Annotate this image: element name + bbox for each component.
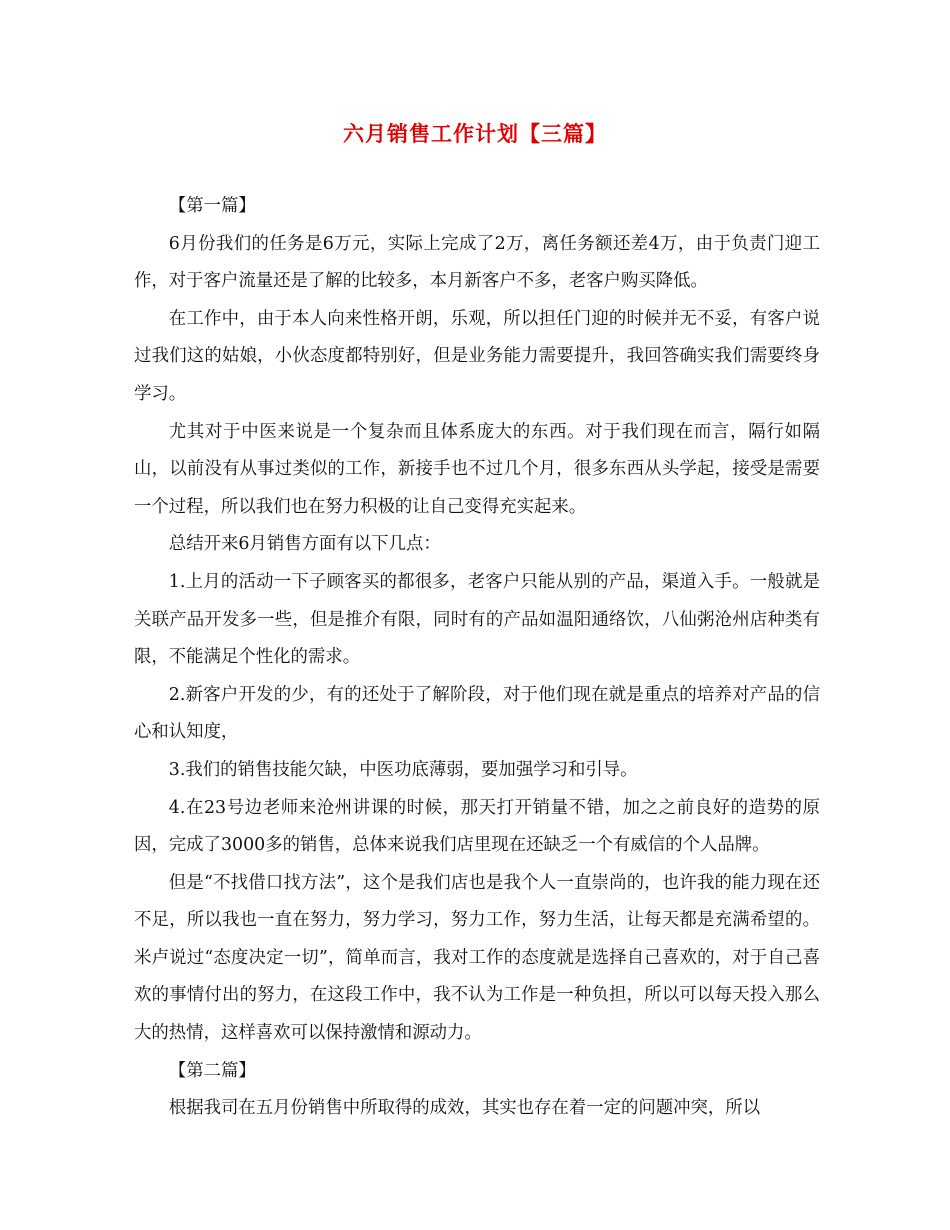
paragraph-point-1: 1.上月的活动一下子顾客买的都很多，老客户只能从别的产品，渠道入手。一般就是关联产品开发多一些，但是推介有限，同时有的产品如温阳通络饮，八仙粥沧州店种类有限，不能满足个性化的需求。 (134, 571, 820, 668)
paragraph-point-4: 4.在23号边老师来沧州讲课的时候，那天打开销量不错，加之之前良好的造势的原因，完成了3000多的销售，总体来说我们店里现在还缺乏一个有威信的个人品牌。 (134, 797, 820, 856)
section-heading-second: 【第二篇】 (168, 1060, 256, 1081)
document-body (134, 188, 820, 1128)
paragraph-point-2: 2.新客户开发的少，有的还处于了解阶段，对于他们现在就是重点的培养对产品的信心和认知度， (134, 684, 820, 743)
document-title: 六月销售工作计划【三篇】 (343, 121, 607, 146)
section-heading-first: 【第一篇】 (168, 196, 256, 216)
paragraph-summary-intro: 总结开来6月销售方面有以下几点： (168, 534, 441, 555)
paragraph-attitude: 但是“不找借口找方法”，这个是我们店也是我个人一直崇尚的，也许我的能力现在还不足，所以我也一直在努力，努力学习，努力工作，努力生活，让每天都是充满希望的。米卢说过“态度决定一切”，简单而言，我对工作的态度就是选择自己喜欢的，对于自己喜欢的事情付出的努力，在这段工作中，我不认为工作是一种负担，所以可以每天投入那么大的热情，这样喜欢可以保持激情和源动力。 (134, 872, 820, 1044)
paragraph-personality: 在工作中，由于本人向来性格开朗，乐观，所以担任门迎的时候并无不妥，有客户说过我们这的姑娘，小伙态度都特别好，但是业务能力需要提升，我回答确实我们需要终身学习。 (134, 308, 820, 404)
paragraph-task-summary: 6月份我们的任务是6万元，实际上完成了2万，离任务额还差4万，由于负责门迎工作，对于客户流量还是了解的比较多，本月新客户不多，老客户购买降低。 (134, 233, 820, 292)
paragraph-second-intro: 根据我司在五月份销售中所取得的成效，其实也存在着一定的问题冲突，所以 (168, 1098, 761, 1119)
paragraph-point-3: 3.我们的销售技能欠缺，中医功底薄弱，要加强学习和引导。 (168, 759, 638, 780)
paragraph-tcm-learning: 尤其对于中医来说是一个复杂而且体系庞大的东西。对于我们现在而言，隔行如隔山，以前没有从事过类似的工作，新接手也不过几个月，很多东西从头学起，接受是需要一个过程，所以我们也在努力积极的让自己变得充实起来。 (134, 421, 820, 517)
